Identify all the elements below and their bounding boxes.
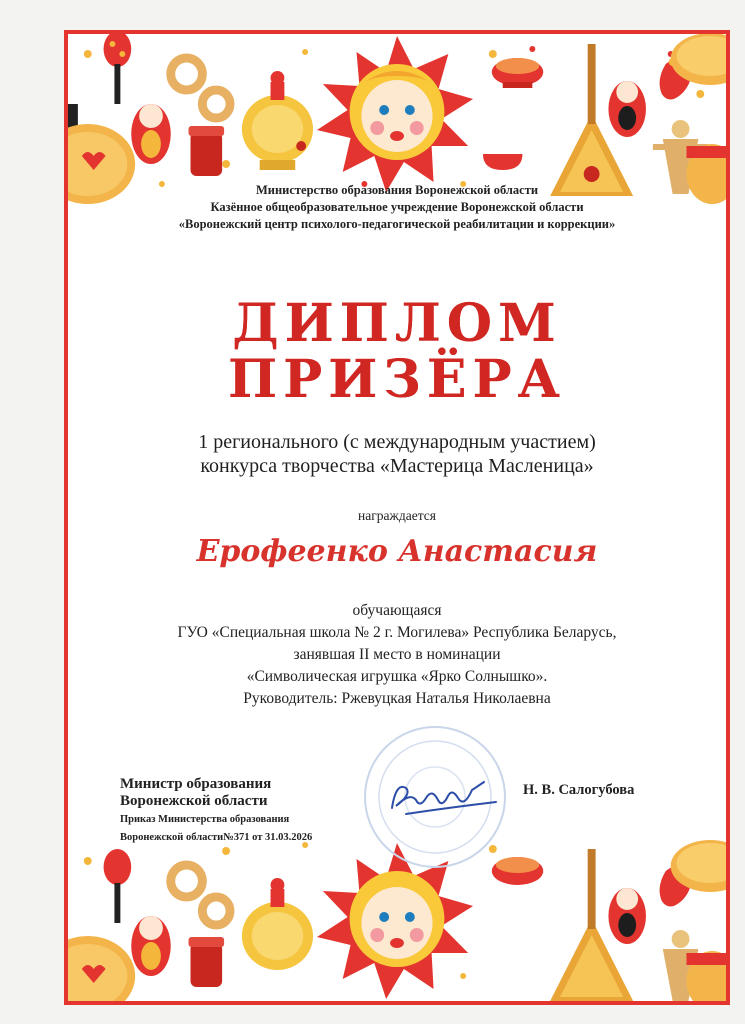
samovar-icon	[242, 878, 313, 970]
issuer-header	[68, 182, 726, 233]
spoon-icon	[104, 849, 132, 923]
details-line-3: занявшая II место в номинации	[293, 646, 501, 663]
diploma-frame	[64, 30, 730, 1005]
issuer-line-3: «Воронежский центр психолого-педагогической реабилитации и коррекции»	[178, 217, 616, 231]
signature	[386, 774, 506, 820]
diploma-title	[68, 293, 726, 410]
details-line-5: Руководитель: Ржевуцкая Наталья Николаевна	[243, 690, 551, 707]
signatory-name: Н. В. Салогубова	[523, 782, 635, 798]
issuer-line-2: Казённое общеобразовательное учреждение Воронежской области	[210, 200, 584, 214]
honey-pot-icon	[686, 951, 726, 1001]
bagel-icon	[171, 58, 230, 118]
details-line-4: «Символическая игрушка «Ярко Солнышко».	[246, 668, 548, 685]
title-line-2: ПРИЗЁРА	[228, 349, 566, 410]
pancake-icon	[68, 936, 135, 1001]
recipient-details	[68, 600, 726, 710]
contest-line-1: 1 регионального (с международным участием)	[198, 431, 596, 453]
signatory-block	[120, 776, 312, 846]
title-line-1: ДИПЛОМ	[232, 293, 562, 354]
sun-face-icon	[317, 36, 473, 192]
details-line-2: ГУО «Специальная школа № 2 г. Могилева» Республика Беларусь,	[177, 624, 617, 641]
matryoshka-icon	[608, 81, 646, 137]
matryoshka-icon	[131, 104, 171, 164]
contest-line-2: конкурса творчества «Мастерица Масленица»	[200, 455, 594, 477]
contest-description	[68, 430, 726, 478]
matryoshka-icon	[608, 888, 646, 944]
bagel-icon	[171, 865, 230, 925]
honey-pot-icon	[189, 937, 225, 987]
issuer-line-1: Министерство образования Воронежской области	[255, 183, 539, 197]
order-line-2: Воронежской области№371 от 31.03.2026	[120, 832, 313, 843]
recipient-name: Ерофеенко Анастасия	[196, 534, 598, 569]
signatory-title-1: Министр образования	[120, 776, 272, 792]
top-decoration	[68, 34, 726, 204]
spoon-icon	[104, 34, 132, 104]
signatory-title-2: Воронежской области	[120, 793, 268, 809]
matryoshka-icon	[131, 916, 171, 976]
details-line-1: обучающаяся	[352, 602, 442, 619]
cup-icon	[483, 58, 543, 170]
awarded-label: награждается	[358, 508, 436, 523]
order-line-1: Приказ Министерства образования	[120, 814, 290, 825]
samovar-icon	[242, 71, 313, 170]
honey-pot-icon	[189, 126, 225, 176]
